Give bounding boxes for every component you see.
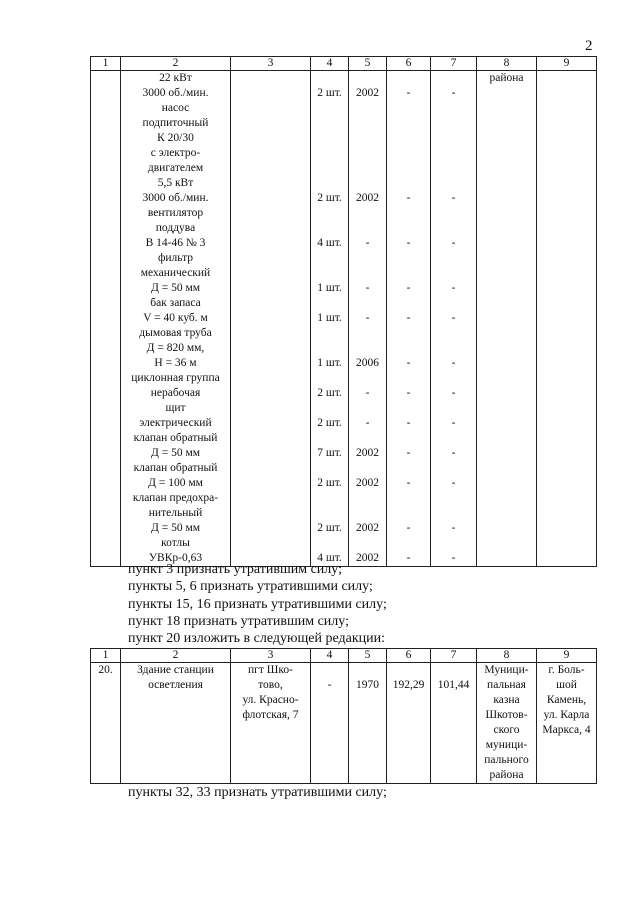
- cell-line: [433, 251, 474, 266]
- cell-location: [537, 71, 597, 567]
- cell-line: насос: [161, 102, 190, 114]
- cell-line: [433, 296, 474, 311]
- cell-line: [351, 341, 384, 356]
- amendment-paragraph: пункт 18 признать утратившим силу;: [128, 614, 349, 629]
- cell-line: пального: [484, 754, 529, 766]
- cell-line: [389, 266, 428, 281]
- cell-line: [351, 251, 384, 266]
- cell-line: [313, 266, 346, 281]
- cell-line: Шкотов-: [485, 709, 528, 721]
- cell-line: [433, 71, 474, 86]
- cell-line: Д = 50 мм: [150, 282, 200, 294]
- cell-line: электрический: [139, 417, 212, 429]
- cell-equipment-name: [121, 71, 231, 567]
- column-number: 8: [477, 649, 537, 663]
- column-number: 6: [387, 649, 431, 663]
- cell-line: флотская, 7: [242, 709, 299, 721]
- column-number: 7: [431, 57, 477, 71]
- cell-line: [313, 251, 346, 266]
- cell-line: 4 шт.: [317, 552, 342, 564]
- cell-line: района: [489, 72, 524, 84]
- cell-quantity: [311, 71, 349, 567]
- cell-line: -: [451, 417, 456, 429]
- cell-line: [313, 116, 346, 131]
- cell-line: [433, 401, 474, 416]
- cell-line: -: [406, 357, 411, 369]
- cell-line: [389, 161, 428, 176]
- column-number: 4: [311, 649, 349, 663]
- column-number: 5: [349, 57, 387, 71]
- cell-line: 3000 об./мин.: [142, 192, 209, 204]
- cell-line: [389, 341, 428, 356]
- cell-line: -: [406, 477, 411, 489]
- cell-line: Д = 100 мм: [148, 477, 203, 489]
- cell-col6: [387, 71, 431, 567]
- cell-col7: 101,44: [431, 663, 477, 784]
- cell-line: Маркса, 4: [542, 724, 591, 736]
- cell-line: [351, 146, 384, 161]
- cell-line: 2 шт.: [317, 417, 342, 429]
- cell-line: [433, 206, 474, 221]
- amendment-paragraph: пункт 20 изложить в следующей редакции:: [128, 631, 385, 646]
- cell-line: осветления: [148, 679, 203, 691]
- cell-location: [537, 663, 597, 784]
- cell-line: муници-: [485, 739, 528, 751]
- cell-line: -: [451, 192, 456, 204]
- cell-line: [433, 116, 474, 131]
- cell-line: 2 шт.: [317, 522, 342, 534]
- cell-line: [389, 221, 428, 236]
- cell-line: вентилятор: [147, 207, 204, 219]
- cell-line: -: [406, 237, 411, 249]
- column-number: 3: [231, 649, 311, 663]
- cell-line: [433, 161, 474, 176]
- cell-line: -: [365, 237, 370, 249]
- cell-line: 2006: [356, 357, 379, 369]
- cell-line: -: [451, 237, 456, 249]
- cell-line: [389, 401, 428, 416]
- column-number: 7: [431, 649, 477, 663]
- cell-line: 22 кВт: [159, 72, 192, 84]
- cell-line: [351, 506, 384, 521]
- cell-line: -: [406, 417, 411, 429]
- cell-line: [433, 371, 474, 386]
- property-table-item-20: [90, 648, 597, 784]
- cell-line: [389, 176, 428, 191]
- cell-line: [433, 221, 474, 236]
- cell-line: [389, 146, 428, 161]
- cell-line: [313, 71, 346, 86]
- cell-line: Камень,: [546, 694, 587, 706]
- column-number-row: [91, 649, 597, 663]
- cell-line: нерабочая: [150, 387, 201, 399]
- cell-line: [313, 431, 346, 446]
- cell-line: 4 шт.: [317, 237, 342, 249]
- cell-line: [433, 266, 474, 281]
- column-number: 3: [231, 57, 311, 71]
- cell-line: 2002: [356, 447, 379, 459]
- cell-line: [313, 101, 346, 116]
- cell-line: пгт Шко-: [248, 664, 293, 676]
- cell-line: [389, 461, 428, 476]
- column-number: 1: [91, 57, 121, 71]
- cell-line: [351, 266, 384, 281]
- cell-line: [433, 341, 474, 356]
- cell-line: с электро-: [150, 147, 201, 159]
- cell-line: 2002: [356, 87, 379, 99]
- cell-line: [351, 221, 384, 236]
- cell-line: -: [406, 312, 411, 324]
- cell-line: бак запаса: [150, 297, 201, 309]
- cell-line: Д = 50 мм: [150, 522, 200, 534]
- table-row: [91, 663, 597, 784]
- cell-line: [389, 491, 428, 506]
- cell-line: 2002: [356, 192, 379, 204]
- cell-line: [351, 536, 384, 551]
- cell-line: -: [451, 312, 456, 324]
- amendment-paragraph: пункт 3 признать утратившим силу;: [128, 562, 342, 577]
- cell-line: 2002: [356, 522, 379, 534]
- cell-line: [389, 131, 428, 146]
- cell-line: Здание станции: [137, 664, 214, 676]
- cell-line: -: [451, 477, 456, 489]
- cell-line: [433, 326, 474, 341]
- column-number: 4: [311, 57, 349, 71]
- property-table-continuation: [90, 56, 597, 567]
- cell-line: [351, 326, 384, 341]
- cell-line: [433, 101, 474, 116]
- cell-line: В 14-46 № 3: [145, 237, 206, 249]
- cell-line: -: [406, 447, 411, 459]
- cell-line: -: [451, 87, 456, 99]
- cell-line: подпиточный: [142, 117, 209, 129]
- cell-line: Д = 820 мм,: [146, 342, 205, 354]
- cell-line: [389, 71, 428, 86]
- cell-line: Н = 36 м: [154, 357, 197, 369]
- cell-line: г. Боль-: [548, 664, 585, 676]
- cell-line: механический: [140, 267, 211, 279]
- column-number: 2: [121, 649, 231, 663]
- cell-year: 1970: [349, 663, 387, 784]
- cell-line: котлы: [161, 537, 190, 549]
- cell-line: 7 шт.: [317, 447, 342, 459]
- cell-line: клапан обратный: [133, 432, 218, 444]
- cell-line: [433, 176, 474, 191]
- cell-line: [313, 221, 346, 236]
- cell-object-name: [121, 663, 231, 784]
- cell-line: 2 шт.: [317, 192, 342, 204]
- cell-line: циклонная группа: [131, 372, 220, 384]
- cell-line: [389, 101, 428, 116]
- cell-number: [91, 71, 121, 567]
- cell-line: -: [406, 387, 411, 399]
- cell-line: -: [451, 282, 456, 294]
- cell-line: 2 шт.: [317, 387, 342, 399]
- column-number: 6: [387, 57, 431, 71]
- cell-line: [313, 146, 346, 161]
- cell-line: поддува: [155, 222, 196, 234]
- column-number: 8: [477, 57, 537, 71]
- cell-line: [313, 371, 346, 386]
- cell-line: -: [451, 552, 456, 564]
- cell-line: -: [365, 282, 370, 294]
- cell-line: 2002: [356, 552, 379, 564]
- cell-line: 1 шт.: [317, 357, 342, 369]
- cell-line: [389, 326, 428, 341]
- cell-owner: [477, 71, 537, 567]
- cell-line: казна: [493, 694, 520, 706]
- cell-line: [351, 101, 384, 116]
- cell-line: [433, 506, 474, 521]
- cell-line: [433, 431, 474, 446]
- cell-line: -: [451, 387, 456, 399]
- cell-line: пальная: [487, 679, 526, 691]
- cell-col4: -: [311, 663, 349, 784]
- cell-line: шой: [556, 679, 577, 691]
- cell-owner: [477, 663, 537, 784]
- cell-line: [433, 461, 474, 476]
- column-number: 9: [537, 57, 597, 71]
- cell-line: [351, 401, 384, 416]
- cell-line: ул. Карла: [543, 709, 590, 721]
- cell-line: двигателем: [147, 162, 204, 174]
- cell-line: [433, 146, 474, 161]
- cell-line: [313, 326, 346, 341]
- cell-line: [389, 206, 428, 221]
- cell-line: V = 40 куб. м: [143, 312, 208, 324]
- cell-line: -: [365, 312, 370, 324]
- cell-line: -: [451, 447, 456, 459]
- cell-line: [313, 536, 346, 551]
- cell-line: [433, 491, 474, 506]
- cell-line: щит: [165, 402, 186, 414]
- amendment-paragraph-final: пункты 32, 33 признать утратившими силу;: [128, 785, 387, 800]
- amendment-paragraph: пункты 15, 16 признать утратившими силу;: [128, 597, 387, 612]
- cell-line: Д = 50 мм: [150, 447, 200, 459]
- cell-line: [351, 116, 384, 131]
- amendment-paragraph: пункты 5, 6 признать утратившими силу;: [128, 579, 373, 594]
- cell-line: 1 шт.: [317, 282, 342, 294]
- column-number: 2: [121, 57, 231, 71]
- cell-line: [313, 506, 346, 521]
- cell-line: [389, 116, 428, 131]
- cell-line: [389, 506, 428, 521]
- cell-line: -: [451, 522, 456, 534]
- cell-line: [351, 176, 384, 191]
- cell-line: района: [489, 769, 524, 781]
- cell-line: [313, 131, 346, 146]
- cell-line: клапан обратный: [133, 462, 218, 474]
- cell-line: 2 шт.: [317, 87, 342, 99]
- cell-year: [349, 71, 387, 567]
- cell-line: [351, 131, 384, 146]
- column-number: 5: [349, 649, 387, 663]
- cell-line: [351, 491, 384, 506]
- cell-line: ского: [493, 724, 520, 736]
- cell-line: 1 шт.: [317, 312, 342, 324]
- cell-line: [313, 491, 346, 506]
- cell-line: [313, 176, 346, 191]
- cell-line: [351, 461, 384, 476]
- column-number: 9: [537, 649, 597, 663]
- cell-line: фильтр: [157, 252, 194, 264]
- cell-line: -: [365, 417, 370, 429]
- cell-col6: 192,29: [387, 663, 431, 784]
- cell-line: [389, 536, 428, 551]
- cell-line: [433, 131, 474, 146]
- cell-line: [351, 71, 384, 86]
- cell-address: [231, 663, 311, 784]
- cell-line: [389, 296, 428, 311]
- cell-line: Муници-: [484, 664, 529, 676]
- cell-number: 20.: [91, 663, 121, 784]
- cell-line: [313, 161, 346, 176]
- cell-line: [351, 206, 384, 221]
- cell-line: [389, 431, 428, 446]
- cell-line: нительный: [148, 507, 203, 519]
- cell-line: тово,: [258, 679, 283, 691]
- cell-line: клапан предохра-: [132, 492, 219, 504]
- cell-line: -: [406, 87, 411, 99]
- page-number: 2: [585, 38, 593, 54]
- cell-line: -: [406, 192, 411, 204]
- cell-line: [313, 341, 346, 356]
- cell-line: К 20/30: [157, 132, 194, 144]
- cell-line: -: [451, 357, 456, 369]
- cell-line: [351, 371, 384, 386]
- cell-line: [433, 536, 474, 551]
- table-row: [91, 71, 597, 567]
- cell-line: [313, 206, 346, 221]
- cell-line: [389, 251, 428, 266]
- cell-line: дымовая труба: [139, 327, 212, 339]
- cell-line: [313, 401, 346, 416]
- cell-line: [351, 161, 384, 176]
- cell-line: ул. Красно-: [242, 694, 299, 706]
- cell-line: 2002: [356, 477, 379, 489]
- cell-line: -: [406, 282, 411, 294]
- cell-line: [313, 296, 346, 311]
- cell-line: УВКр-0,63: [148, 552, 203, 564]
- column-number: 1: [91, 649, 121, 663]
- cell-line: 3000 об./мин.: [142, 87, 209, 99]
- cell-line: [389, 371, 428, 386]
- cell-line: [351, 431, 384, 446]
- column-number-row: [91, 57, 597, 71]
- cell-line: -: [406, 552, 411, 564]
- cell-line: [351, 296, 384, 311]
- cell-line: 2 шт.: [317, 477, 342, 489]
- cell-line: -: [406, 522, 411, 534]
- cell-col7: [431, 71, 477, 567]
- cell-line: 5,5 кВт: [157, 177, 194, 189]
- cell-line: [313, 461, 346, 476]
- cell-address: [231, 71, 311, 567]
- cell-line: -: [365, 387, 370, 399]
